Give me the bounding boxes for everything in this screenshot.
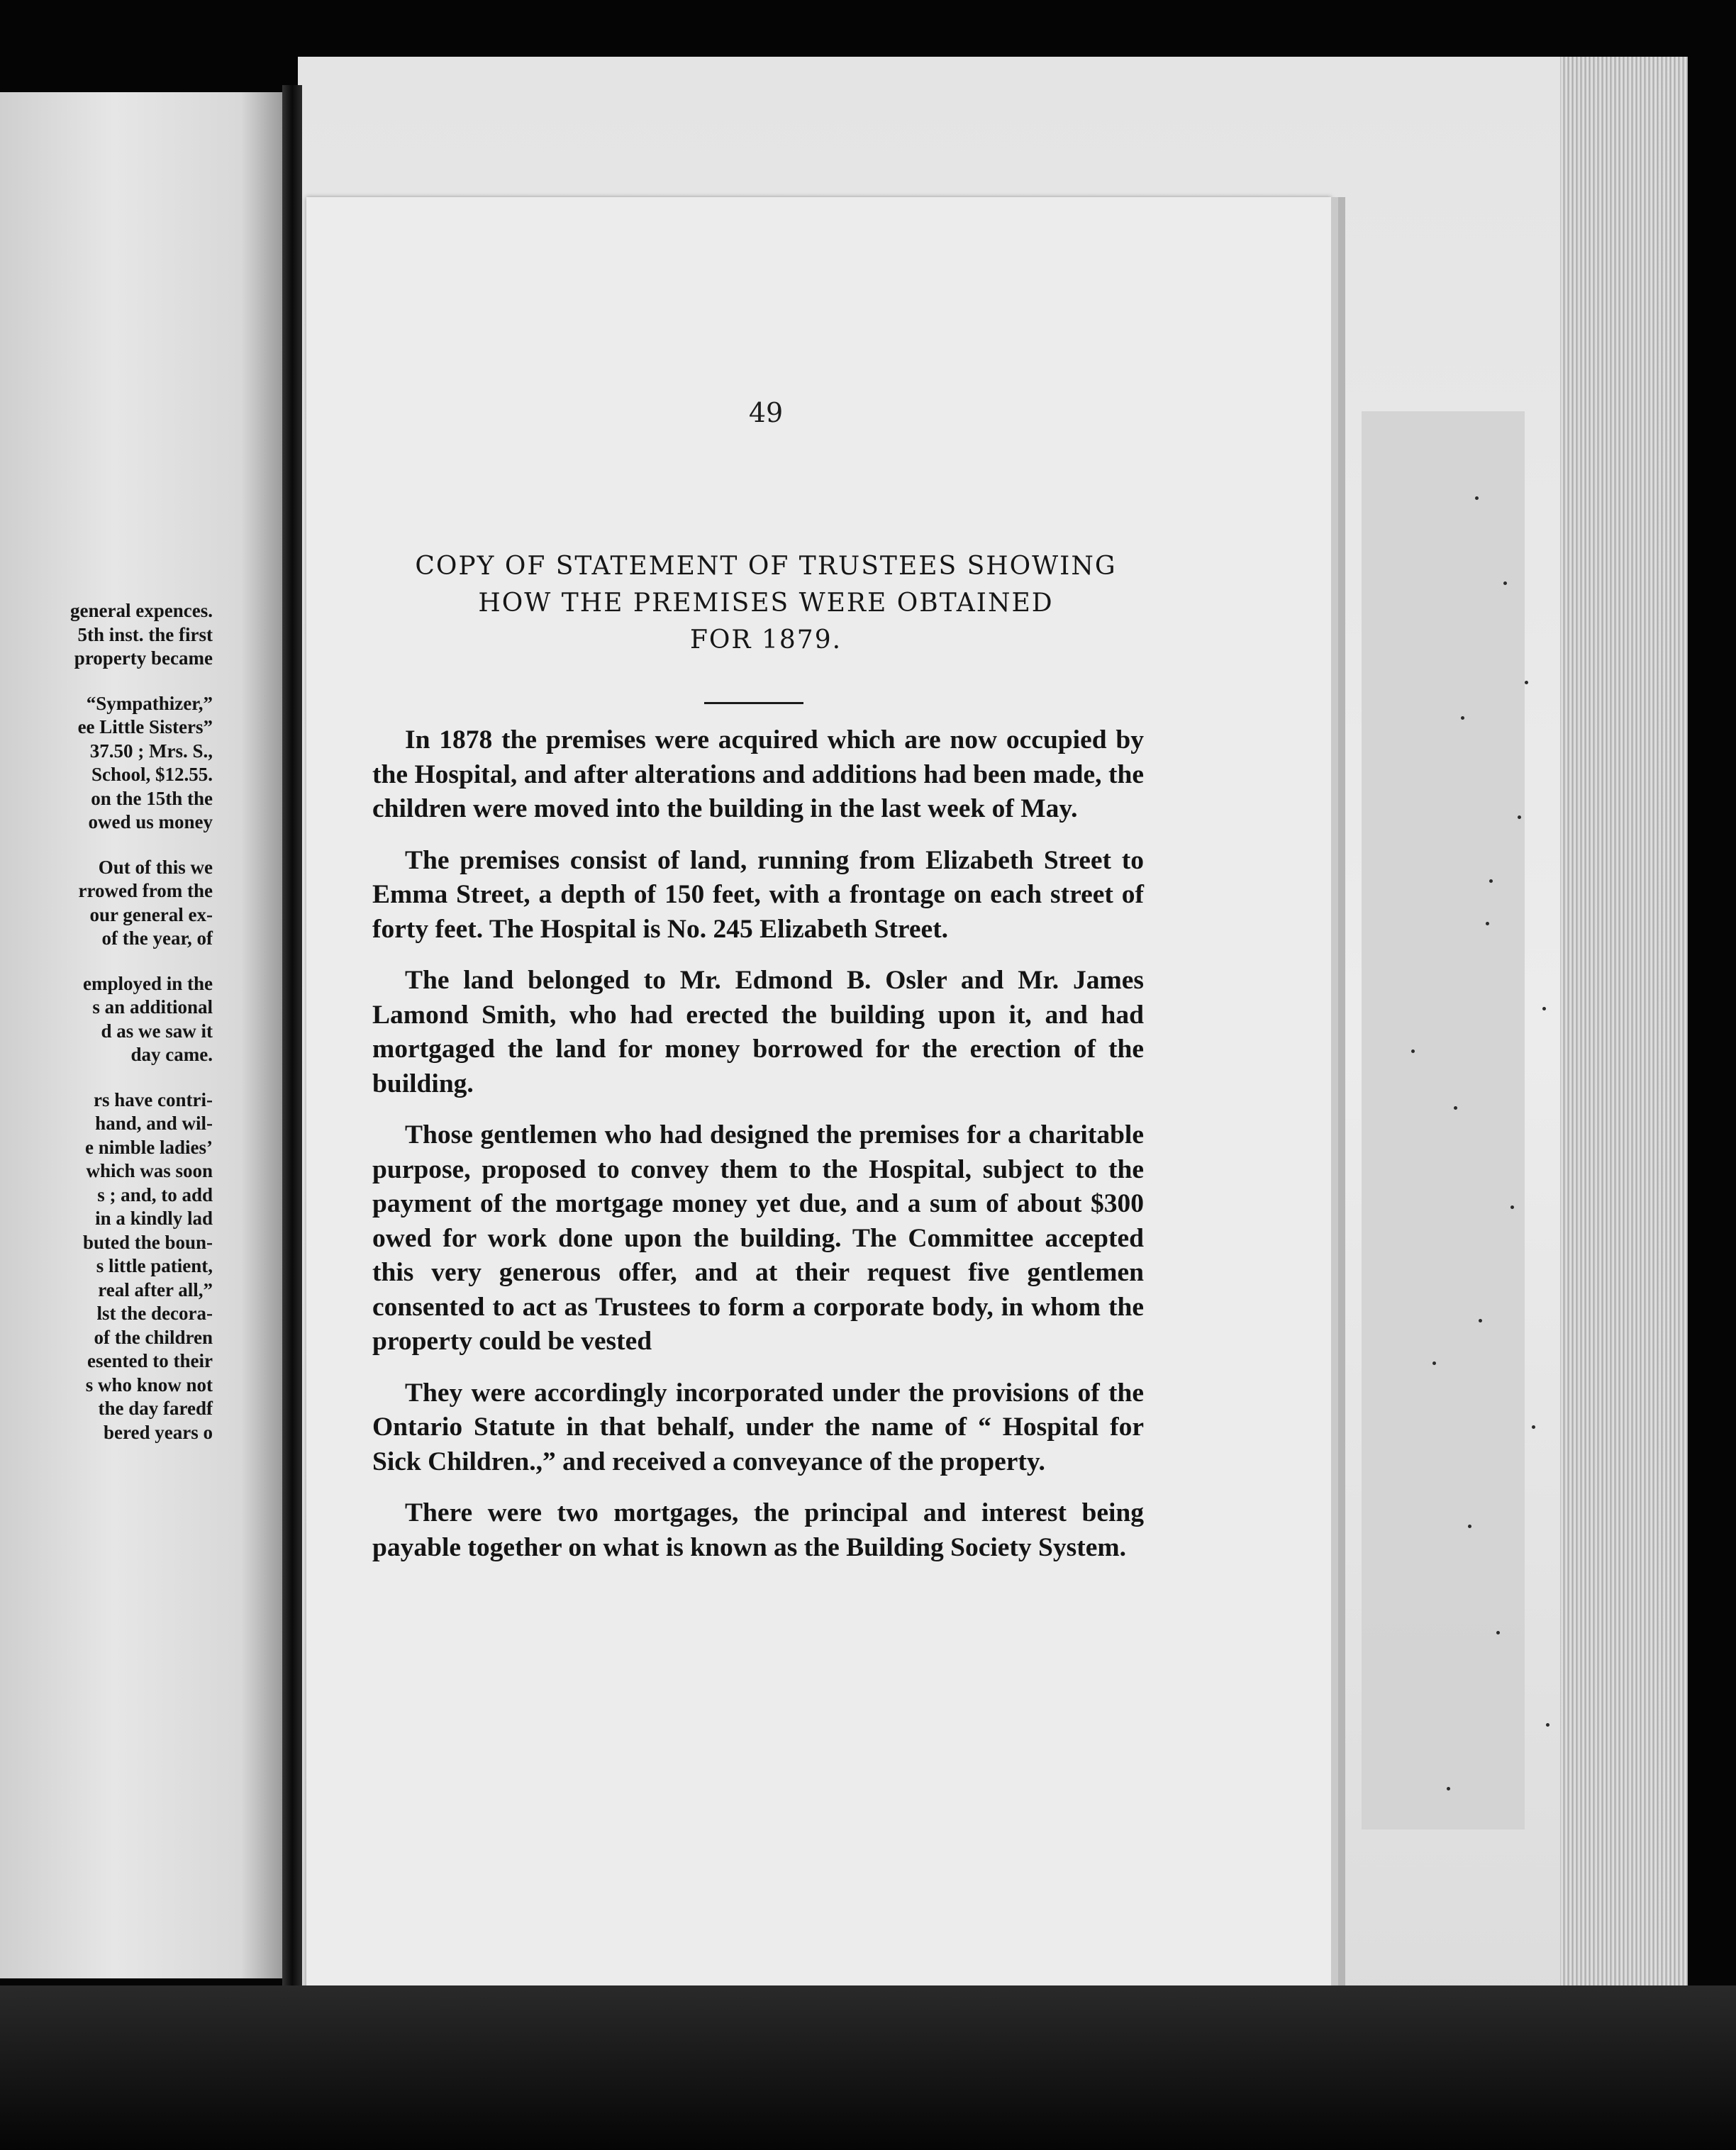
left-page-line: d as we saw it xyxy=(101,1020,213,1042)
paper-speck xyxy=(1489,879,1493,883)
title-line: HOW THE PREMISES WERE OBTAINED xyxy=(478,589,1054,618)
paper-speck xyxy=(1546,1723,1549,1727)
bottom-shadow xyxy=(0,1985,1736,2150)
left-book-page xyxy=(0,92,284,1978)
left-page-line: Out of this we xyxy=(98,856,213,878)
paper-speck xyxy=(1475,496,1479,500)
left-page-line: the day faredf xyxy=(98,1398,213,1419)
left-page-line: 5th inst. the first xyxy=(77,623,213,645)
paragraph: The land belonged to Mr. Edmond B. Osler and Mr. James Lamond Smith, who had erected the building upon it, and had mortgaged the land for money borrowed for the erection of the building. xyxy=(372,966,1144,1098)
left-page-line: e nimble ladies’ xyxy=(85,1136,213,1158)
left-page-line: of the children xyxy=(94,1326,213,1348)
left-page-line: of the year, of xyxy=(101,928,213,949)
paper-speck xyxy=(1496,1631,1500,1634)
paper-speck xyxy=(1532,1425,1535,1429)
paper-speck xyxy=(1468,1525,1471,1528)
paper-speck xyxy=(1542,1007,1546,1010)
title-line: FOR 1879. xyxy=(689,625,842,655)
left-page-line: owed us money xyxy=(88,811,213,832)
faded-plate-image xyxy=(1362,411,1525,1829)
paper-speck xyxy=(1432,1361,1436,1365)
paragraph: They were accordingly incorporated under the provisions of the Ontario Statute in that behalf, under the name of “ Hospital for Sick Children.,” and received a conveyance of the property. xyxy=(372,1378,1144,1476)
paper-speck xyxy=(1447,1787,1450,1790)
left-page-line: School, $12.55. xyxy=(91,764,213,785)
title-rule xyxy=(704,702,803,704)
title-line: COPY OF STATEMENT OF TRUSTEES SHOWING xyxy=(415,552,1117,581)
left-page-line: on the 15th the xyxy=(91,787,213,809)
left-page-line: rrowed from the xyxy=(78,880,213,901)
page-title xyxy=(372,548,1159,659)
paper-speck xyxy=(1525,681,1528,684)
left-page-line: property became xyxy=(74,647,213,669)
page-number: 49 xyxy=(748,397,784,428)
left-page-line xyxy=(0,671,213,692)
left-page-line: employed in the xyxy=(82,972,213,994)
book-spine xyxy=(282,85,302,2000)
left-page-line: esented to their xyxy=(87,1350,213,1371)
left-page-line: buted the boun- xyxy=(82,1231,213,1253)
left-page-line: s an additional xyxy=(92,996,213,1018)
paragraph: In 1878 the premises were acquired which are now occupied by the Hospital, and after alterations and additions had been made, the children were moved into the building in the last week of May. xyxy=(372,725,1144,823)
left-page-line: real after all,” xyxy=(98,1279,213,1300)
paper-speck xyxy=(1518,815,1521,819)
left-page-line: lst the decora- xyxy=(96,1303,213,1324)
book-page-edges xyxy=(1560,57,1688,2000)
statement-body xyxy=(372,723,1144,1582)
left-page-line: hand, and wil- xyxy=(95,1113,213,1134)
paper-speck xyxy=(1503,581,1507,585)
left-page-line xyxy=(0,951,213,972)
paper-speck xyxy=(1411,1049,1415,1053)
left-page-line: s little patient, xyxy=(96,1255,213,1276)
left-page-line: s who know not xyxy=(85,1374,213,1396)
left-page-line: bered years o xyxy=(104,1421,213,1443)
left-page-line: general expences. xyxy=(70,600,213,621)
left-page-line: in a kindly lad xyxy=(95,1208,213,1229)
left-page-line: rs have contri- xyxy=(94,1088,213,1110)
left-page-line: s ; and, to add xyxy=(97,1183,213,1205)
paper-speck xyxy=(1479,1319,1482,1322)
left-page-line: which was soon xyxy=(86,1160,213,1181)
left-page-line: our general ex- xyxy=(89,903,213,925)
paper-speck xyxy=(1486,922,1489,925)
left-page-line: ee Little Sisters” xyxy=(77,716,213,737)
paper-speck xyxy=(1454,1106,1457,1110)
left-page-line: 37.50 ; Mrs. S., xyxy=(89,740,213,762)
left-page-line xyxy=(0,835,213,856)
left-page-line: “Sympathizer,” xyxy=(86,692,213,714)
paper-speck xyxy=(1510,1205,1514,1209)
paragraph: There were two mortgages, the principal and interest being payable together on what is known as the Building Society System. xyxy=(372,1498,1144,1562)
left-page-text xyxy=(0,599,213,1444)
left-page-line xyxy=(0,1067,213,1088)
paper-speck xyxy=(1461,716,1464,720)
paragraph: Those gentlemen who had designed the premises for a charitable purpose, proposed to convey them to the Hospital, subject to the payment of the mortgage money yet due, and a sum of about $300 owed for work done upon the building. The Committee accepted this very generous offer, and at their request five gentlemen consented to act as Trustees to form a corporate body, in whom the property could be vested xyxy=(372,1120,1144,1356)
paragraph: The premises consist of land, running from Elizabeth Street to Emma Street, a depth of 150 feet, with a frontage on each street of forty feet. The Hospital is No. 245 Elizabeth Street. xyxy=(372,845,1144,944)
left-page-line: day came. xyxy=(130,1044,213,1065)
